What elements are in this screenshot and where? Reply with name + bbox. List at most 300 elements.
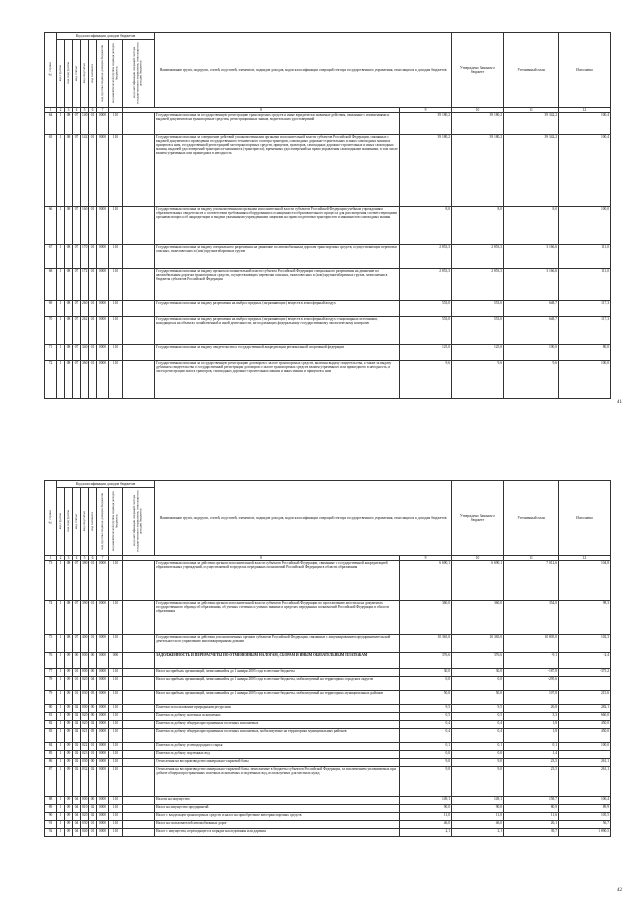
code-cell: 1 [57, 360, 65, 398]
code-cell: 110 [109, 828, 123, 836]
spacer-cell [123, 766, 155, 796]
value-refined: 9,5 [452, 704, 504, 712]
row-description: Налог с имущества, переходящего в порядке наследования или дарения [155, 828, 400, 836]
spacer-cell [123, 804, 155, 812]
header-code-5 [97, 39, 109, 107]
header-name: Наименование групп, подгрупп, статей, подстатей, элементов, подвидов доходов, кодов классификации операций сектора государственного управления, относящихся к доходам бюджетов [155, 481, 452, 556]
budget-table [44, 480, 611, 837]
value-percent: 111,0 [559, 268, 611, 300]
header-analytic [109, 39, 123, 107]
value-executed: 0,1 [504, 742, 559, 750]
row-description: Налоги на имущество [155, 796, 400, 804]
code-cell: 04 [73, 828, 81, 836]
value-executed: 39,7 [504, 828, 559, 836]
value-executed: 648,7 [504, 316, 559, 344]
code-cell: 0000 [97, 828, 109, 836]
code-cell: 00 [89, 758, 97, 766]
code-cell: 09 [65, 676, 73, 690]
spacer-cell [123, 828, 155, 836]
code-cell: 07 [73, 560, 81, 600]
header-executed: Исполнено [559, 33, 611, 108]
code-cell: 08 [65, 634, 73, 652]
code-cell: 0000 [97, 690, 109, 704]
code-cell: 110 [109, 820, 123, 828]
code-cell: 01 [73, 676, 81, 690]
column-number: 2 [57, 555, 65, 560]
code-cell: 01 [89, 750, 97, 758]
header-code-4 [89, 39, 97, 107]
code-cell: 1 [57, 812, 65, 820]
spacer-cell [123, 728, 155, 742]
value-approved: 0,0 [400, 750, 452, 758]
header-code-5 [97, 487, 109, 555]
code-cell: 1 [57, 804, 65, 812]
column-number: 2 [57, 107, 65, 112]
header-code-label: код группы [57, 513, 62, 530]
code-cell: 000 [81, 668, 89, 676]
spacer-cell [123, 560, 155, 600]
header-name: Наименование групп, подгрупп, статей, подстатей, элементов, подвидов доходов, кодов классификации операций сектора государственного управления, относящихся к доходам бюджетов [155, 33, 452, 108]
header-refined: Уточненный план [504, 481, 559, 556]
row-number: 69 [45, 300, 57, 316]
code-cell: 02 [89, 812, 97, 820]
spacer-cell [123, 134, 155, 206]
code-cell: 07 [73, 600, 81, 634]
header-kosgu-label: код классификации операций сектора государственного управления, относящихся к доходам бюджетов [132, 42, 144, 105]
value-percent: 282,1 [559, 704, 611, 712]
spacer-cell [123, 244, 155, 268]
row-description: Государственная пошлина за государственную регистрацию договоров о залоге транспортных средств, включая выдачу свидетельства, а также за выдачу дубликата свидетельства о государственной регистрации договоров о залоге транспортных средств взамен утраченного или пришедшего в негодность, в части регистрации залога тракторов, самоходных дорожно-строительных машин и иных машин и прицепов к ним [155, 360, 400, 398]
code-cell: 0000 [97, 804, 109, 812]
code-cell: 1 [57, 600, 65, 634]
row-number: 81 [45, 712, 57, 720]
table-row [45, 206, 611, 244]
code-cell: 07 [73, 134, 81, 206]
code-cell: 08 [65, 316, 73, 344]
header-code-4 [89, 487, 97, 555]
value-executed: -187,8 [504, 668, 559, 676]
value-percent: 89,9 [559, 804, 611, 812]
code-cell: 1 [57, 796, 65, 804]
row-number: 91 [45, 820, 57, 828]
code-cell: 0000 [97, 758, 109, 766]
code-cell: 04 [73, 796, 81, 804]
header-code-label: код элемента [89, 511, 94, 531]
row-number: 71 [45, 344, 57, 360]
code-cell: 08 [65, 268, 73, 300]
code-cell: 020 [81, 676, 89, 690]
code-cell: 1 [57, 742, 65, 750]
row-description: Государственная пошлина за государственную регистрацию транспортных средств и иные юридически значимые действия, связанные с изменениями и выдачей документов на транспортные средства, регистрационных знаков, водительских удостоверений [155, 112, 400, 134]
value-executed: 7 012,6 [504, 560, 559, 600]
row-number: 74 [45, 600, 57, 634]
value-executed: 3 166,6 [504, 268, 559, 300]
code-cell: 09 [65, 668, 73, 676]
code-cell: 01 [89, 206, 97, 244]
row-number: 85 [45, 750, 57, 758]
column-number: 12 [559, 107, 611, 112]
row-number: 67 [45, 244, 57, 268]
code-cell: 0000 [97, 676, 109, 690]
code-cell: 110 [109, 600, 123, 634]
column-number: 5 [81, 555, 89, 560]
code-cell: 023 [81, 750, 89, 758]
value-percent [559, 750, 611, 758]
value-refined: 2 853,3 [452, 244, 504, 268]
row-description: Отчисления на воспроизводство минерально-сырьевой базы [155, 758, 400, 766]
value-approved: 11,0 [400, 812, 452, 820]
spacer-cell [123, 720, 155, 728]
spacer-cell [123, 820, 155, 828]
code-cell: 00 [89, 796, 97, 804]
code-cell: 08 [65, 300, 73, 316]
value-executed: 39 342,2 [504, 134, 559, 206]
value-refined: 360,0 [452, 600, 504, 634]
spacer-cell [123, 690, 155, 704]
value-percent: -375,2 [559, 668, 611, 676]
code-cell: 020 [81, 720, 89, 728]
value-percent: 660,0 [559, 712, 611, 720]
code-cell: 110 [109, 796, 123, 804]
value-refined: 8,0 [452, 206, 504, 244]
header-code-label: код группы подвида доходов бюджетов [99, 44, 104, 102]
value-percent: 450,0 [559, 720, 611, 728]
value-executed: 158,7 [504, 796, 559, 804]
header-code-1 [65, 39, 73, 107]
row-description: Государственная пошлина за действия органов исполнительной власти субъектов Российской Федерации по проставлению апостиля на документах государственного образца об образовании, об ученых степенях и ученых званиях в пределах переданных полномочий Российской Федерации в области образования [155, 600, 400, 634]
code-cell: 390 [81, 600, 89, 634]
code-cell: 08 [65, 344, 73, 360]
code-cell: 01 [73, 690, 81, 704]
value-percent: 106,4 [559, 796, 611, 804]
code-cell: 0000 [97, 560, 109, 600]
value-approved: 149,1 [400, 796, 452, 804]
value-percent: 100,4 [559, 134, 611, 206]
row-number: 92 [45, 828, 57, 836]
value-refined: 6 690,1 [452, 560, 504, 600]
row-number: 82 [45, 720, 57, 728]
row-number: 87 [45, 766, 57, 796]
table-row [45, 112, 611, 134]
code-cell: 02 [73, 720, 81, 728]
spacer-cell [123, 758, 155, 766]
value-approved: 553,0 [400, 316, 452, 344]
code-cell: 02 [73, 758, 81, 766]
column-number: 7 [97, 555, 109, 560]
row-number: 86 [45, 758, 57, 766]
value-refined: 30,0 [452, 668, 504, 676]
table-row [45, 750, 611, 758]
value-percent: 105,5 [559, 812, 611, 820]
budget-table [44, 32, 611, 399]
code-cell: 1 [57, 712, 65, 720]
code-cell: 110 [109, 750, 123, 758]
header-analytic [109, 487, 123, 555]
header-code-label: код подстатьи [81, 63, 86, 84]
code-cell: 0000 [97, 360, 109, 398]
value-refined: 149,1 [452, 796, 504, 804]
code-cell: 09 [65, 712, 73, 720]
code-cell: 00 [89, 712, 97, 720]
spacer-cell [123, 316, 155, 344]
row-number: 72 [45, 360, 57, 398]
code-cell: 0000 [97, 244, 109, 268]
value-refined: 2,1 [452, 828, 504, 836]
header-code-label: код статьи [73, 513, 78, 529]
spacer-cell [123, 812, 155, 820]
code-cell: 01 [89, 828, 97, 836]
column-number: 11 [504, 107, 559, 112]
code-cell: 110 [109, 728, 123, 742]
value-refined: 39 180,2 [452, 134, 504, 206]
code-cell: 08 [65, 134, 73, 206]
row-description: Налог на прибыль организаций, зачислявшийся до 1 января 2005 года в местные бюджеты, мобилизуемый на территориях городских округов [155, 676, 400, 690]
code-cell: 1 [57, 652, 65, 668]
code-cell: 021 [81, 728, 89, 742]
code-cell: 1 [57, 820, 65, 828]
column-number: 1 [45, 555, 57, 560]
code-cell: 1 [57, 668, 65, 676]
value-approved: 2 853,3 [400, 244, 452, 268]
code-cell: 00 [89, 704, 97, 712]
spacer-cell [123, 712, 155, 720]
value-approved: 0,5 [400, 712, 452, 720]
header-row-number-label: № строки [47, 510, 52, 526]
code-cell: 01 [89, 316, 97, 344]
spacer-cell [123, 112, 155, 134]
value-percent: 100,4 [559, 112, 611, 134]
spacer-cell [123, 750, 155, 758]
code-cell: 170 [81, 244, 89, 268]
value-percent: 80,0 [559, 344, 611, 360]
code-cell: 01 [89, 134, 97, 206]
row-description: Налог с владельцев транспортных средств и налог на приобретение автотранспортных средств [155, 812, 400, 820]
value-refined: 0,1 [452, 742, 504, 750]
row-description: Государственная пошлина за выдачу свидетельства о государственной аккредитации региональной спортивной федерации [155, 344, 400, 360]
column-number: 9 [400, 555, 452, 560]
value-executed: 3 166,6 [504, 244, 559, 268]
value-executed: 9,6 [504, 360, 559, 398]
row-description: Государственная пошлина за выдачу специального разрешения на движение по автомобильным дорогам транспортных средств, осуществляющих перевозки опасных, тяжеловесных и (или) крупногабаритных грузов [155, 244, 400, 268]
value-executed: 107,8 [504, 690, 559, 704]
code-cell: 110 [109, 560, 123, 600]
spacer-cell [123, 268, 155, 300]
value-approved: 376,6 [400, 652, 452, 668]
column-number: 4 [73, 107, 81, 112]
value-approved: 9,0 [400, 766, 452, 796]
code-cell: 09 [65, 750, 73, 758]
row-number: 88 [45, 796, 57, 804]
row-description: Отчисления на воспроизводство минерально-сырьевой базы, зачисляемые в бюджеты субъектов Российской Федерации, за исключением уплачиваемых при добыче общераспространенных полезных ископаемых и подземных вод, используемых для местных нужд [155, 766, 400, 796]
spacer-cell [123, 600, 155, 634]
value-executed: 23,5 [504, 766, 559, 796]
table-row [45, 268, 611, 300]
header-row-number [45, 33, 57, 108]
code-cell: 01 [89, 244, 97, 268]
spacer-cell [123, 344, 155, 360]
page-number: 42 [617, 888, 622, 893]
value-approved: 0,4 [400, 728, 452, 742]
code-cell: 1 [57, 728, 65, 742]
code-cell: 1 [57, 704, 65, 712]
code-cell: 260 [81, 300, 89, 316]
value-approved: 125,0 [400, 344, 452, 360]
code-cell: 172 [81, 268, 89, 300]
spacer-cell [123, 796, 155, 804]
code-cell: 07 [73, 112, 81, 134]
code-cell: 160 [81, 206, 89, 244]
table-row [45, 766, 611, 796]
value-refined: 9,0 [452, 758, 504, 766]
header-row-group [45, 481, 611, 488]
value-executed: 11,6 [504, 812, 559, 820]
value-refined: 9,6 [452, 360, 504, 398]
code-cell: 02 [89, 804, 97, 812]
value-approved: 0,4 [400, 720, 452, 728]
row-number: 78 [45, 676, 57, 690]
table-row [45, 712, 611, 720]
value-refined: 9,0 [452, 766, 504, 796]
row-description: Государственная пошлина за выдачу органом исполнительной власти субъекта Российской Федерации специального разрешения на движение по автомобильным дорогам транспортных средств, осуществляющих перевозки опасных, тяжеловесных и (или) крупногабаритных грузов, зачисляемая в бюджеты субъектов Российской Федерации [155, 268, 400, 300]
header-code-label: код подстатьи [81, 511, 86, 532]
row-number: 73 [45, 560, 57, 600]
value-percent: 215,6 [559, 690, 611, 704]
code-cell: 08 [65, 112, 73, 134]
value-approved: 360,0 [400, 600, 452, 634]
row-number: 83 [45, 728, 57, 742]
header-code-0 [57, 487, 65, 555]
code-cell: 0000 [97, 206, 109, 244]
code-cell: 1 [57, 112, 65, 134]
table-row [45, 728, 611, 742]
value-percent: 117,3 [559, 316, 611, 344]
column-number: 5 [81, 107, 89, 112]
header-code-2 [73, 39, 81, 107]
column-number: 11 [504, 555, 559, 560]
spacer-cell [123, 360, 155, 398]
row-description: Платежи за добычу подземных вод [155, 750, 400, 758]
code-cell: 07 [73, 316, 81, 344]
code-cell: 110 [109, 316, 123, 344]
code-cell: 110 [109, 758, 123, 766]
code-cell: 0000 [97, 134, 109, 206]
column-number: 10 [452, 555, 504, 560]
value-refined: 0,4 [452, 720, 504, 728]
header-code-0 [57, 39, 65, 107]
code-cell: 07 [73, 244, 81, 268]
code-cell: 110 [109, 704, 123, 712]
code-cell: 02 [73, 728, 81, 742]
code-cell: 0000 [97, 316, 109, 344]
row-number: 89 [45, 804, 57, 812]
value-approved: 9,0 [400, 758, 452, 766]
code-cell: 030 [81, 820, 89, 828]
row-number: 66 [45, 206, 57, 244]
value-percent: 104,8 [559, 560, 611, 600]
value-approved: 8,0 [400, 206, 452, 244]
code-cell: 09 [65, 758, 73, 766]
code-cell: 040 [81, 828, 89, 836]
value-executed: 3,3 [504, 712, 559, 720]
value-refined: 39 180,2 [452, 112, 504, 134]
header-analytic-label: код аналитической группы подвида доходов бюджетов [111, 43, 119, 104]
value-approved: 10 365,0 [400, 634, 452, 652]
row-description: Государственная пошлина за действия органов исполнительной власти субъектов Российской Федерации, связанные с государственной аккредитацией образовательных учреждений, осуществляемой в пределах переданных полномочий Российской Федерации в области образования [155, 560, 400, 600]
value-approved: 9,5 [400, 704, 452, 712]
value-refined: 46,0 [452, 820, 504, 828]
value-executed: 26,8 [504, 704, 559, 712]
value-approved: 6 690,1 [400, 560, 452, 600]
value-refined: 553,0 [452, 300, 504, 316]
code-cell: 110 [109, 804, 123, 812]
code-cell: 1 [57, 750, 65, 758]
value-executed: 648,7 [504, 300, 559, 316]
code-cell: 110 [109, 812, 123, 820]
code-cell: 1 [57, 766, 65, 796]
code-cell: 110 [109, 244, 123, 268]
row-number: 65 [45, 134, 57, 206]
code-cell: 07 [73, 268, 81, 300]
code-cell: 02 [73, 766, 81, 796]
value-refined: 0,5 [452, 712, 504, 720]
code-cell: 1 [57, 758, 65, 766]
value-refined: 0,4 [452, 728, 504, 742]
column-number: 7 [97, 107, 109, 112]
code-cell: 110 [109, 676, 123, 690]
page-42 [0, 452, 640, 905]
value-approved: 46,0 [400, 820, 452, 828]
code-cell: 09 [65, 742, 73, 750]
column-number: 6 [89, 107, 97, 112]
code-cell: 02 [73, 712, 81, 720]
code-cell: 04 [73, 804, 81, 812]
value-percent: 100,0 [559, 206, 611, 244]
row-number: 77 [45, 668, 57, 676]
code-cell: 05 [89, 728, 97, 742]
code-cell: 020 [81, 812, 89, 820]
code-cell: 1 [57, 206, 65, 244]
value-refined: 376,6 [452, 652, 504, 668]
header-row-number-label: № строки [47, 62, 52, 78]
value-approved: 50,0 [400, 690, 452, 704]
code-cell: 0000 [97, 750, 109, 758]
code-cell: 030 [81, 690, 89, 704]
value-refined: 10 365,0 [452, 634, 504, 652]
column-number: 10 [452, 107, 504, 112]
value-approved: 90,0 [400, 804, 452, 812]
header-approved: Утверждено Законом о бюджете [452, 481, 504, 556]
value-percent: 111,0 [559, 244, 611, 268]
header-code-label: код статьи [73, 65, 78, 81]
code-cell: 09 [65, 766, 73, 796]
value-percent: 100,0 [559, 360, 611, 398]
code-cell: 1 [57, 244, 65, 268]
value-executed: 8,0 [504, 206, 559, 244]
row-description: Платежи за пользование природными ресурсами [155, 704, 400, 712]
table-row [45, 690, 611, 704]
value-refined: 0,0 [452, 750, 504, 758]
spacer-cell [123, 704, 155, 712]
column-number: 3 [65, 107, 73, 112]
table-row [45, 812, 611, 820]
row-description: Государственная пошлина за совершение действий уполномоченными органами исполнительной власти субъектов Российской Федерации, связанных с выдачей документов о проведении государственного технического осмотра тракторов, самоходных дорожно-строительных и иных самоходных машин и прицепов к ним, государственной регистрацией мототранспортных средств, прицепов, тракторов, самоходных дорожно-строительных и иных самоходных машин, выдачей удостоверений тракториста-машиниста (тракториста), временных удостоверений на право управления самоходными машинами, в том числе взамен утраченных или пришедших в негодность [155, 134, 400, 206]
code-cell: 0000 [97, 820, 109, 828]
table-row [45, 360, 611, 398]
header-kosgu [123, 39, 155, 107]
value-refined: 2 853,3 [452, 268, 504, 300]
header-row-number [45, 481, 57, 556]
header-code-2 [73, 487, 81, 555]
